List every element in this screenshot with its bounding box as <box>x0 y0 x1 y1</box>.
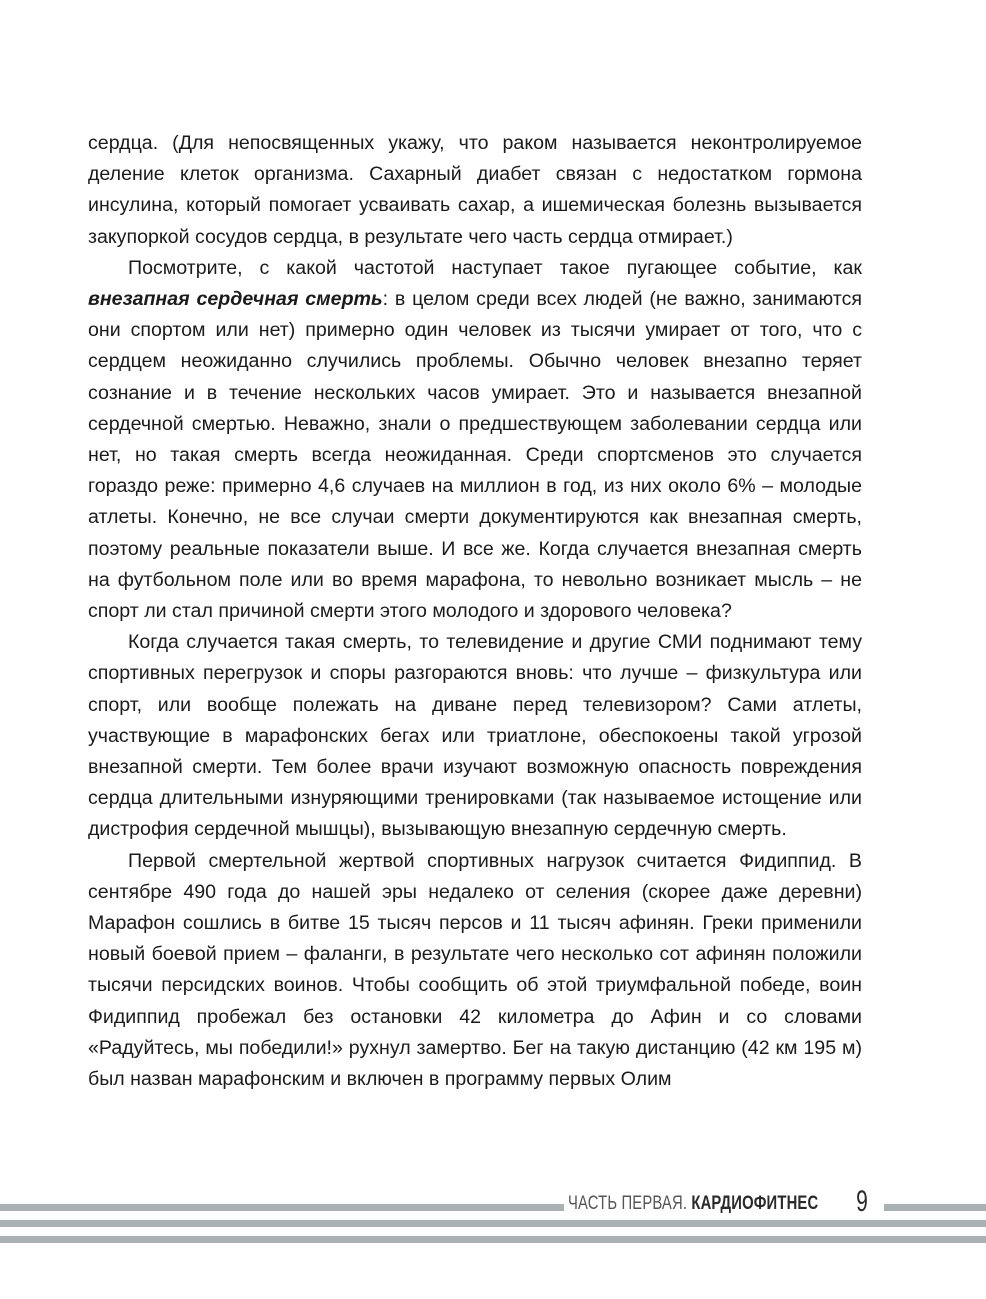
footer-stripe <box>0 1220 986 1227</box>
running-head-part: ЧАСТЬ ПЕРВАЯ. <box>568 1193 688 1214</box>
running-head-chapter: КАРДИОФИТНЕС <box>691 1193 819 1214</box>
paragraph-pheidippides: Первой смертельной жертвой спортивных нагрузок считается Фидиппид. В сентябре 490 года до нашей эры недалеко от селения (скорее даже деревни) Марафон сошлись в битве 15 тысяч персов и 11 тысяч афинян. Греки применили новый боевой прием – фаланги, в результате чего несколько сот афинян положили тысячи персидских воинов. Чтобы сообщить об этой триумфальной победе, воин Фидиппид пробежал без остановки 42 километра до Афин и со словами «Радуйтесь, мы победили!» рухнул замертво. Бег на такую дистанцию (42 км 195 м) был назван марафонским и включен в программу первых Олим <box>88 849 862 1091</box>
footer-stripe <box>0 1204 564 1211</box>
page-number: 9 <box>856 1185 868 1218</box>
page-body <box>88 128 862 1095</box>
paragraph-sudden-death <box>88 253 862 627</box>
emphasized-term: внезапная сердечная смерть <box>88 288 383 311</box>
paragraph-rest-text: : в целом среди всех людей (не важно, занимаются они спортом или нет) примерно один человек из тысячи умирает от того, что с сердцем неожиданно случились проблемы. Обычно человек внезапно теряет сознание и в течение нескольких часов умирает. Это и называется внезапной сердечной смертью. Неважно, знали о предшествующем заболевании сердца или нет, но такая смерть всегда неожиданная. Среди спортсменов это случается гораздо реже: примерно 4,6 случаев на миллион в год, из них около 6% – молодые атлеты. Конечно, не все случаи смерти документируются как внезапная смерть, поэтому реальные показатели выше. И все же. Когда случается внезапная смерть на футбольном поле или во время марафона, то невольно возникает мысль – не спорт ли стал причиной смерти этого молодого и здорового человека? <box>88 288 862 623</box>
paragraph-intro-text: Посмотрите, с какой частотой наступает такое пугающее событие, как <box>128 256 862 279</box>
footer-stripe <box>0 1236 986 1243</box>
footer-stripe <box>884 1204 986 1211</box>
paragraph-media: Когда случается такая смерть, то телевидение и другие СМИ поднимают тему спортивных перегрузок и споры разгораются вновь: что лучше – физкультура или спорт, или вообще полежать на диване перед телевизором? Сами атлеты, участвующие в марафонских бегах или триатлоне, обеспокоены такой угрозой внезапной смерти. Тем более врачи изучают возможную опасность повреждения сердца длительными изнуряющими тренировками (так называемое истощение или дистрофия сердечной мышцы), вызывающую внезапную сердечную смерть. <box>88 631 862 841</box>
running-head <box>568 1189 819 1219</box>
page-footer <box>0 1186 986 1246</box>
paragraph-continued: сердца. (Для непосвященных укажу, что раком называется неконтролируемое деление клеток организма. Сахарный диабет связан с недостатком гормона инсулина, который помогает усваивать сахар, а ишемическая болезнь вызывается закупоркой сосудов сердца, в результате чего часть сердца отмирает.) <box>88 132 862 248</box>
